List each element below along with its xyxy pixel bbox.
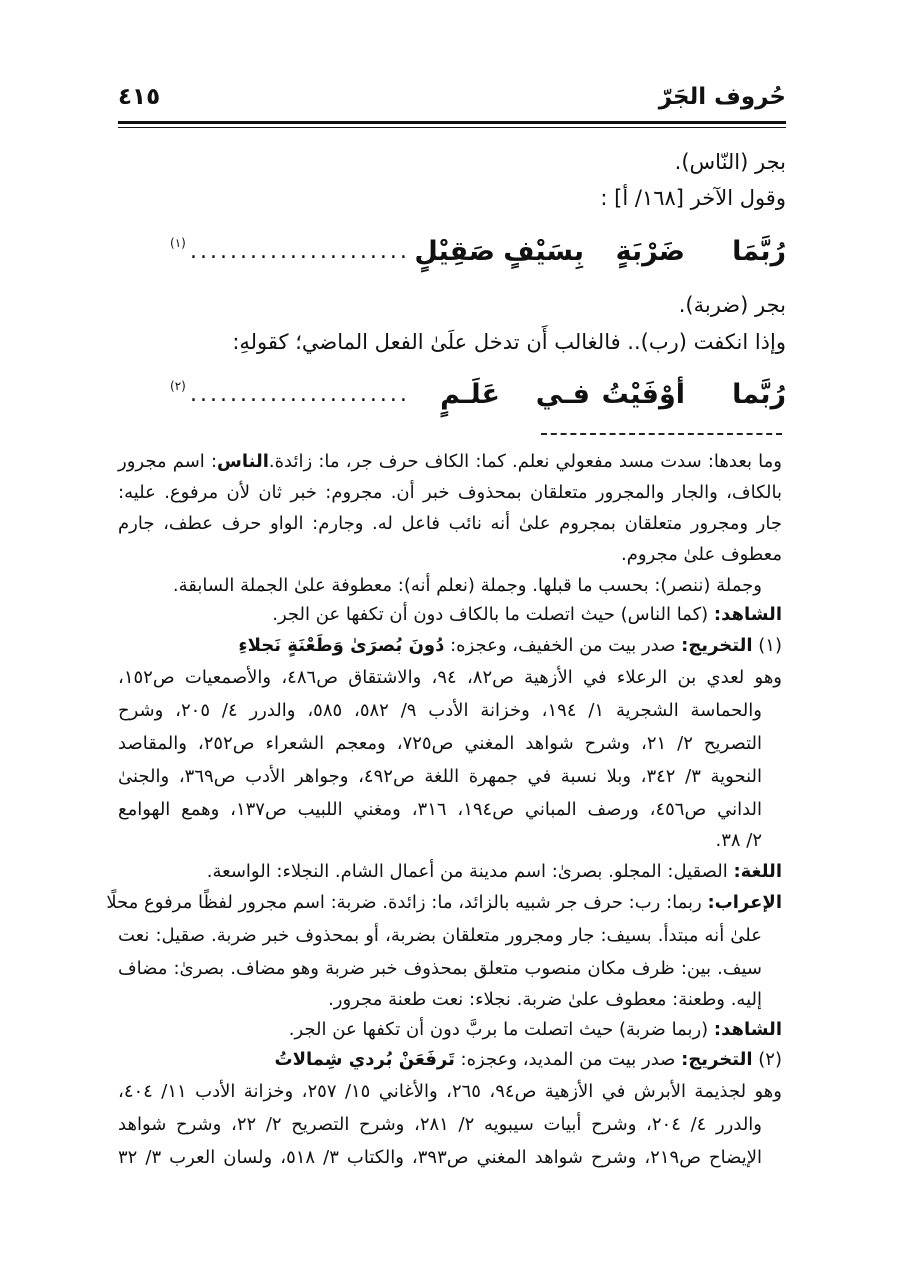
verse-word: رُبَّما — [732, 379, 786, 410]
header-rule-thick — [118, 121, 786, 124]
footnote-line: وجملة (ننصر): بحسب ما قبلها. وجملة (نعلم أنه): معطوفة علىٰ الجملة السابقة. — [172, 575, 762, 596]
footnote-line: الداني ص٤٥٦، ورصف المباني ص١٩٤، ٣١٦، ومغني اللبيب ص١٣٧، وهمع الهوامع — [118, 799, 763, 820]
footnote-line: ٢/ ٣٨. — [715, 830, 762, 851]
header-rule-thin — [118, 127, 786, 128]
footnote-line: جار ومجرور متعلقان بمجروم علىٰ أنه نائب فاعل له. وجارم: الواو حرف عطف، جارم — [118, 513, 782, 534]
footnote-line: الشاهد: (ربما ضربة) حيث اتصلت ما بربَّ دون أن تكفها عن الجر. — [288, 1019, 782, 1040]
footnote-separator — [541, 433, 782, 435]
main-line: بجر (النّاس). — [674, 150, 786, 174]
footnote-line: معطوف علىٰ مجروم. — [621, 544, 782, 565]
footnote-line: التصريح ٢/ ٢١، وشرح شواهد المغني ص٧٢٥، ومعجم الشعراء ص٢٥٢، والمقاصد — [118, 733, 762, 754]
footnote-line: وهو لجذيمة الأبرش في الأزهية ص٩٤، ٢٦٥، والأغاني ١٥/ ٢٥٧، وخزانة الأدب ١١/ ٤٠٤، — [118, 1081, 782, 1102]
verse-word: بِسَيْفٍ — [503, 236, 584, 267]
footnote-line: سيف. بين: ظرف مكان منصوب متعلق بمحذوف خبر ضربة وهو مضاف. بصرىٰ: مضاف — [118, 958, 762, 979]
footnote-line: علىٰ أنه مبتدأ. بسيف: جار ومجرور متعلقان بضربة، أو بمحذوف خبر ضربة. صقيل: نعت — [118, 925, 762, 946]
verse-dots: ...................... — [190, 382, 410, 407]
footnote-line: النحوية ٣/ ٣٤٢، وبلا نسبة في جمهرة اللغة ص٤٩٢، وجواهر الأدب ص٣٦٩، والجنىٰ — [118, 766, 762, 787]
verse-word: أوْفَيْتُ — [601, 379, 685, 410]
verse-word: رُبَّمَا — [732, 236, 786, 267]
main-line: وإذا انكفت (رب).. فالغالب أَن تدخل علَىٰ الفعل الماضي؛ كقولهِ: — [232, 330, 786, 354]
footnote-line: بالكاف، والجار والمجرور متعلقان بمحذوف خبر أن. مجروم: خبر ثان لأن مرفوع. عليه: — [118, 482, 782, 503]
page-number: ٤١٥ — [118, 84, 161, 110]
footnote-line: الإيضاح ص٢١٩، وشرح شواهد المغني ص٣٩٣، والكتاب ٣/ ٥١٨، ولسان العرب ٣/ ٣٢ — [118, 1147, 762, 1168]
footnote-line: وما بعدها: سدت مسد مفعولي نعلم. كما: الكاف حرف جر، ما: زائدة.الناس: اسم مجرور — [118, 451, 782, 472]
footnote-line: الإعراب: ربما: رب: حرف جر شبيه بالزائد، ما: زائدة. ضربة: اسم مجرور لفظًا مرفوع محلًا — [106, 892, 782, 913]
footnote-line: (١) التخريج: صدر بيت من الخفيف، وعجزه: دُونَ بُصرَىٰ وَطَعْنَةٍ نَجلاءِ — [238, 635, 782, 656]
verse-word: عَلَـمٍ — [440, 379, 500, 410]
footnote-line: إليه. وطعنة: معطوف علىٰ ضربة. نجلاء: نعت طعنة مجرور. — [328, 989, 762, 1010]
verse-word: ضَرْبَةٍ — [615, 236, 685, 267]
footnote-line: والدرر ٤/ ٢٠٤، وشرح أبيات سيبويه ٢/ ٢٨١، وشرح التصريح ٢/ ٢٢، وشرح شواهد — [118, 1114, 762, 1135]
footnote-line: اللغة: الصقيل: المجلو. بصرىٰ: اسم مدينة من أعمال الشام. النجلاء: الواسعة. — [206, 861, 782, 882]
footnote-line: والحماسة الشجرية ١/ ١٩٤، وخزانة الأدب ٩/ ٥٨٢، ٥٨٥، والدرر ٤/ ٢٠٥، وشرح — [118, 700, 762, 721]
footnote-marker: (١) — [170, 236, 186, 250]
footnote-line: (٢) التخريج: صدر بيت من المديد، وعجزه: تَرفَعَنْ بُردي شِمالاتُ — [274, 1049, 782, 1070]
verse-word: صَقِيْلٍ — [414, 236, 495, 267]
footnote-line: وهو لعدي بن الرعلاء في الأزهية ص٨٢، ٩٤، والاشتقاق ص٤٨٦، والأصمعيات ص١٥٢، — [118, 667, 783, 688]
main-line: بجر (ضربة). — [678, 293, 786, 317]
running-title: حُروف الجَرّ — [658, 84, 786, 110]
main-line: وقول الآخر [١٦٨/ أ] : — [600, 186, 786, 210]
footnote-line: الشاهد: (كما الناس) حيث اتصلت ما بالكاف دون أن تكفها عن الجر. — [272, 604, 782, 625]
page-header — [118, 78, 786, 118]
verse-word: فـي — [535, 379, 590, 410]
footnote-marker: (٢) — [170, 379, 186, 393]
verse-dots: ...................... — [190, 239, 410, 264]
